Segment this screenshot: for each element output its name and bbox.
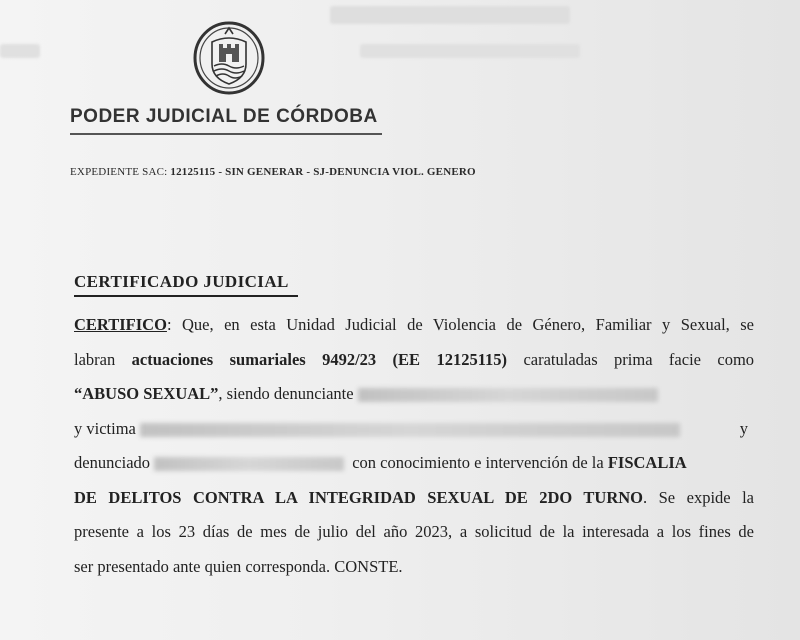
certifico-label: CERTIFICO [74, 315, 167, 334]
bleed-through-text [360, 44, 580, 58]
body-line: “ABUSO SEXUAL”, siendo denunciante [74, 377, 754, 412]
body-line: labran actuaciones sumariales 9492/23 (EE 12125115) caratuladas prima facie como [74, 349, 755, 369]
prosecutor-office: DE DELITOS CONTRA LA INTEGRIDAD SEXUAL DE 2DO TURNO [74, 487, 644, 507]
file-label: EXPEDIENTE SAC: [70, 166, 168, 178]
institution-name: PODER JUDICIAL DE CÓRDOBA [70, 106, 378, 127]
proceedings-ref: actuaciones sumariales 9492/23 (EE 12125115) [131, 349, 508, 369]
case-type: “ABUSO SEXUAL” [74, 384, 219, 403]
body-line: CERTIFICO: Que, en esta Unidad Judicial de Violencia de Género, Familiar y Sexual, se [74, 315, 754, 334]
body-line: y victima y [74, 418, 748, 438]
body-line: denunciado con conocimiento e intervención de la FISCALIA [74, 453, 687, 472]
header-rule [70, 133, 382, 135]
body-line: DE DELITOS CONTRA LA INTEGRIDAD SEXUAL DE 2DO TURNO. Se expide la [74, 487, 754, 507]
file-number: 12125115 - SIN GENERAR - SJ-DENUNCIA VIOL. GENERO [170, 166, 476, 178]
coat-of-arms-seal [192, 20, 266, 96]
file-reference [70, 166, 476, 178]
prosecutor-office-start: FISCALIA [607, 453, 687, 472]
bleed-through-text [330, 6, 570, 24]
body-line: presente a los 23 días de mes de julio del año 2023, a solicitud de la interesada a los fines de [74, 522, 754, 541]
redacted-victim [140, 423, 680, 437]
redacted-complainant [358, 388, 658, 402]
body-line: ser presentado ante quien corresponda. CONSTE. [74, 556, 403, 576]
certificate-title: CERTIFICADO JUDICIAL [74, 272, 289, 291]
certificate-body [74, 308, 754, 584]
title-underline [74, 295, 298, 297]
redacted-accused [154, 457, 344, 471]
bleed-through-text [0, 44, 40, 58]
